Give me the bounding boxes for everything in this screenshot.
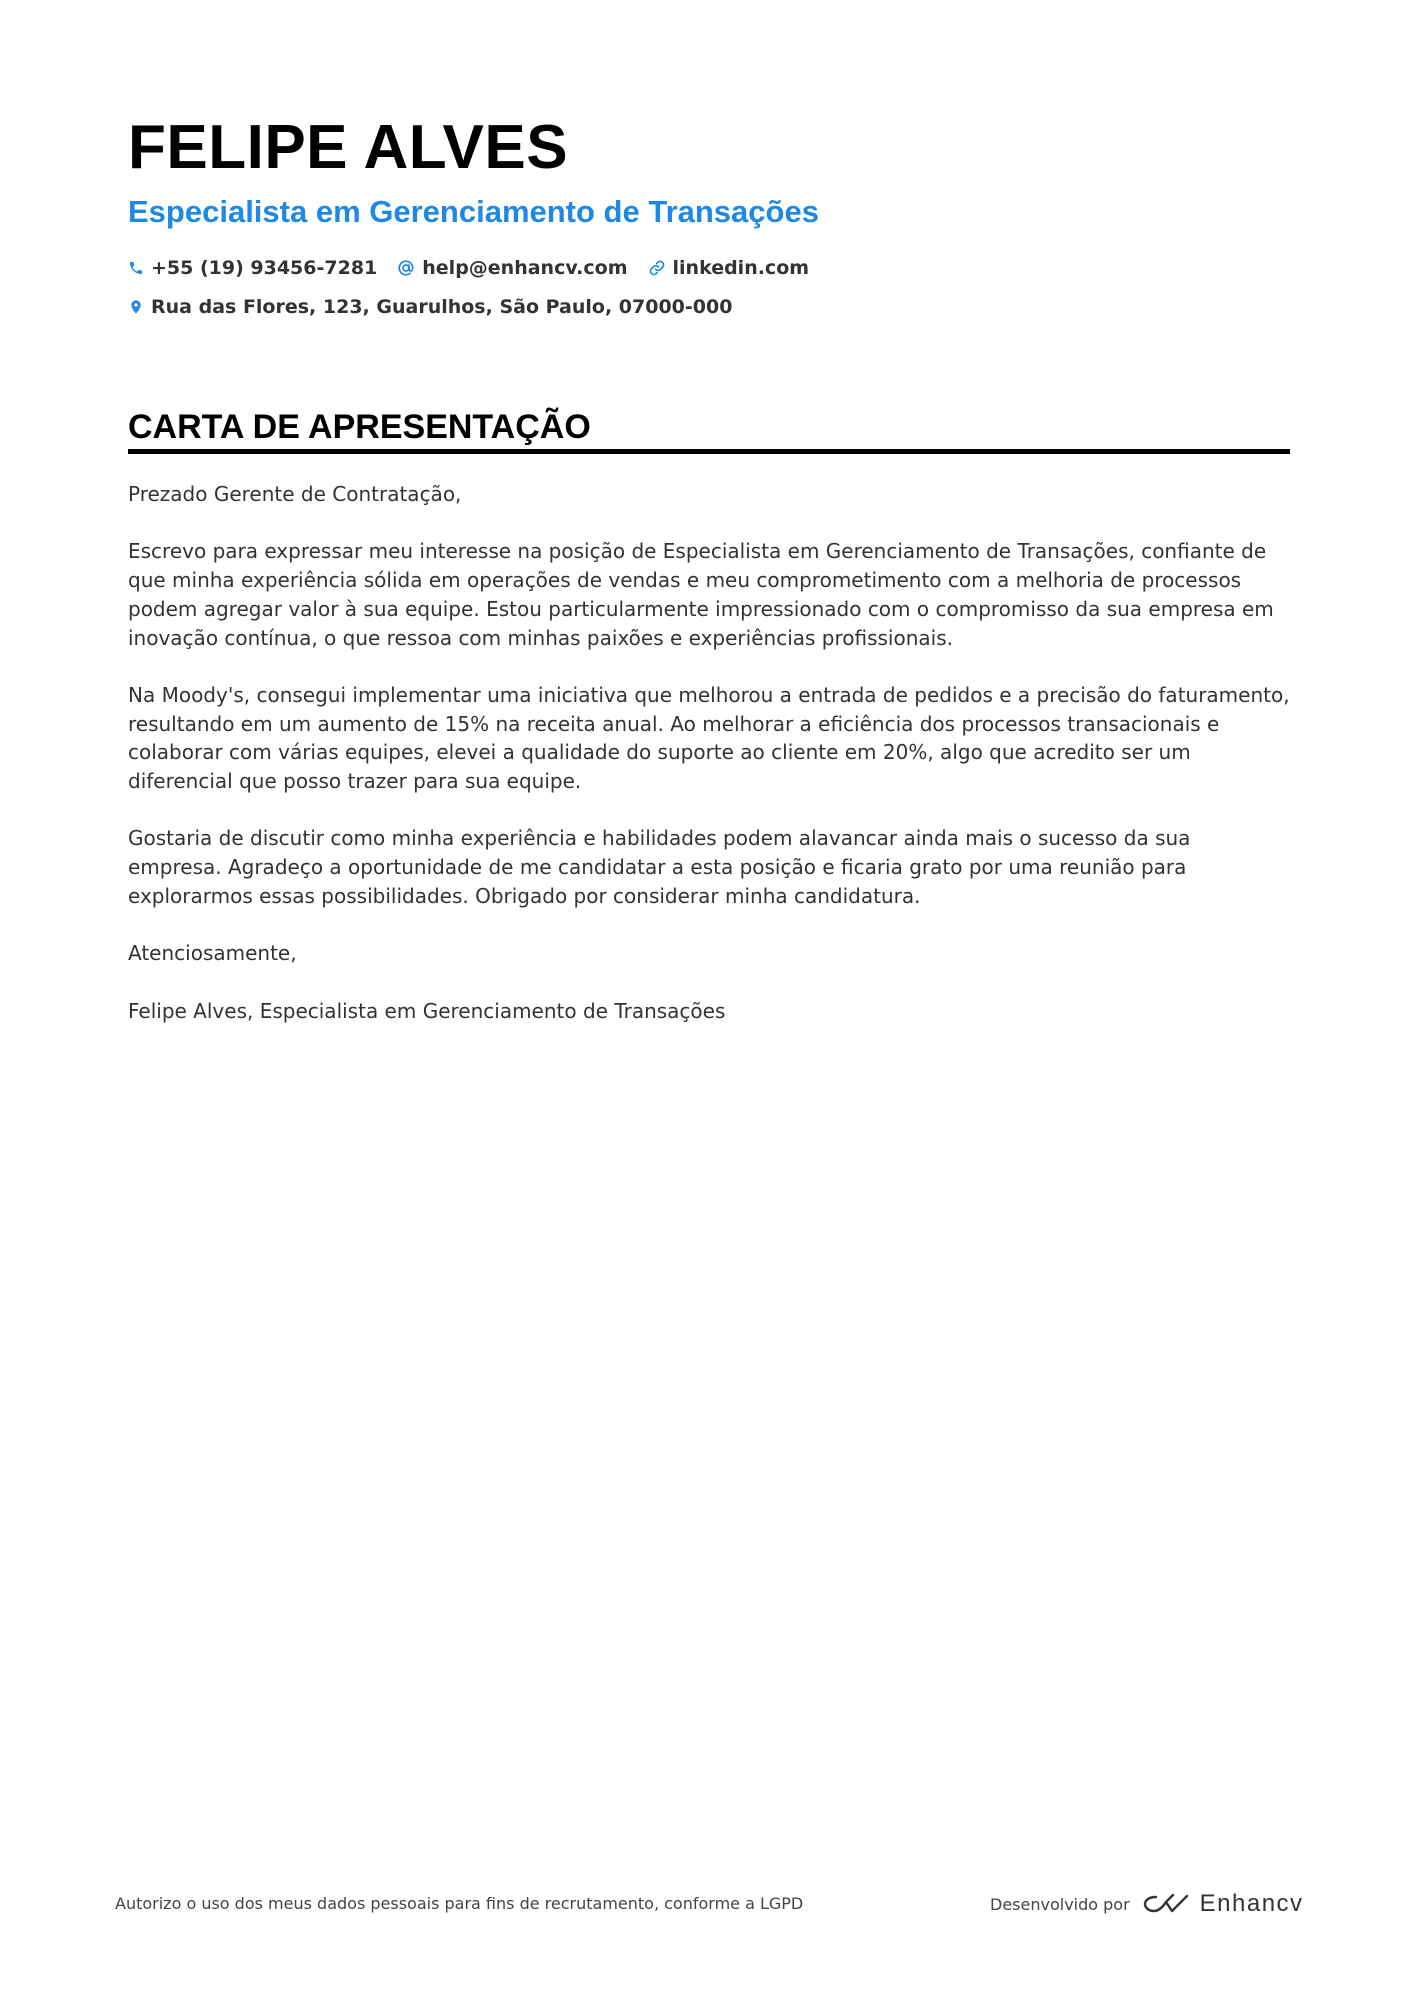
phone-icon xyxy=(128,260,144,276)
linkedin-link[interactable]: linkedin.com xyxy=(672,257,810,279)
at-icon xyxy=(397,259,415,277)
letter-paragraph: Gostaria de discutir como minha experiência e habilidades podem alavancar ainda mais o sucesso da sua empresa. Agradeço a oportunidade de me candidatar a esta posição e ficaria grato por uma reunião para explorarmos essas possibilidades. Obrigado por considerar minha candidatura. xyxy=(128,826,1191,908)
footer-brand[interactable] xyxy=(990,1884,1304,1924)
contact-phone xyxy=(128,257,377,279)
footer-consent: Autorizo o uso dos meus dados pessoais para fins de recrutamento, conforme a LGPD xyxy=(115,1894,804,1913)
location-pin-icon xyxy=(128,298,144,316)
phone-number: +55 (19) 93456-7281 xyxy=(151,257,378,279)
contact-address xyxy=(128,296,732,318)
letter-closing: Atenciosamente, xyxy=(128,941,297,966)
letter-greeting: Prezado Gerente de Contratação, xyxy=(128,482,462,506)
enhancv-logo-icon xyxy=(1142,1891,1190,1917)
letter-paragraph: Na Moody's, consegui implementar uma iniciativa que melhorou a entrada de pedidos e a precisão do faturamento, resultando em um aumento de 15% na receita anual. Ao melhorar a eficiência dos processos transacionais e colaborar com várias equipes, elevei a qualidade do suporte ao cliente em 20%, algo que acredito ser um diferencial que posso trazer para sua equipe. xyxy=(128,682,1290,793)
link-icon xyxy=(648,259,666,277)
email-address[interactable]: help@enhancv.com xyxy=(422,257,628,279)
letter-body xyxy=(128,480,1290,1054)
letter-paragraph: Escrevo para expressar meu interesse na posição de Especialista em Gerenciamento de Transações, confiante de que minha experiência sólida em operações de vendas e meu comprometimento com a melhoria de processos podem agregar valor à sua equipe. Estou particularmente impressionado com o compromisso da sua empresa em inovação contínua, o que ressoa com minhas paixões e experiências profissionais. xyxy=(128,539,1274,650)
contact-email[interactable] xyxy=(397,257,627,279)
section-title: CARTA DE APRESENTAÇÃO xyxy=(128,408,591,446)
contact-row-primary xyxy=(128,254,829,282)
powered-by-label: Desenvolvido por xyxy=(990,1894,1130,1914)
candidate-name: FELIPE ALVES xyxy=(128,113,569,182)
contact-row-address xyxy=(128,293,752,321)
letter-signature: Felipe Alves, Especialista em Gerenciamento de Transações xyxy=(128,998,726,1023)
brand-name: Enhancv xyxy=(1199,1890,1304,1917)
address-text: Rua das Flores, 123, Guarulhos, São Paulo, 07000-000 xyxy=(151,296,733,318)
contact-linkedin[interactable] xyxy=(648,257,810,279)
section-divider xyxy=(128,449,1290,454)
candidate-title: Especialista em Gerenciamento de Transações xyxy=(128,194,819,229)
